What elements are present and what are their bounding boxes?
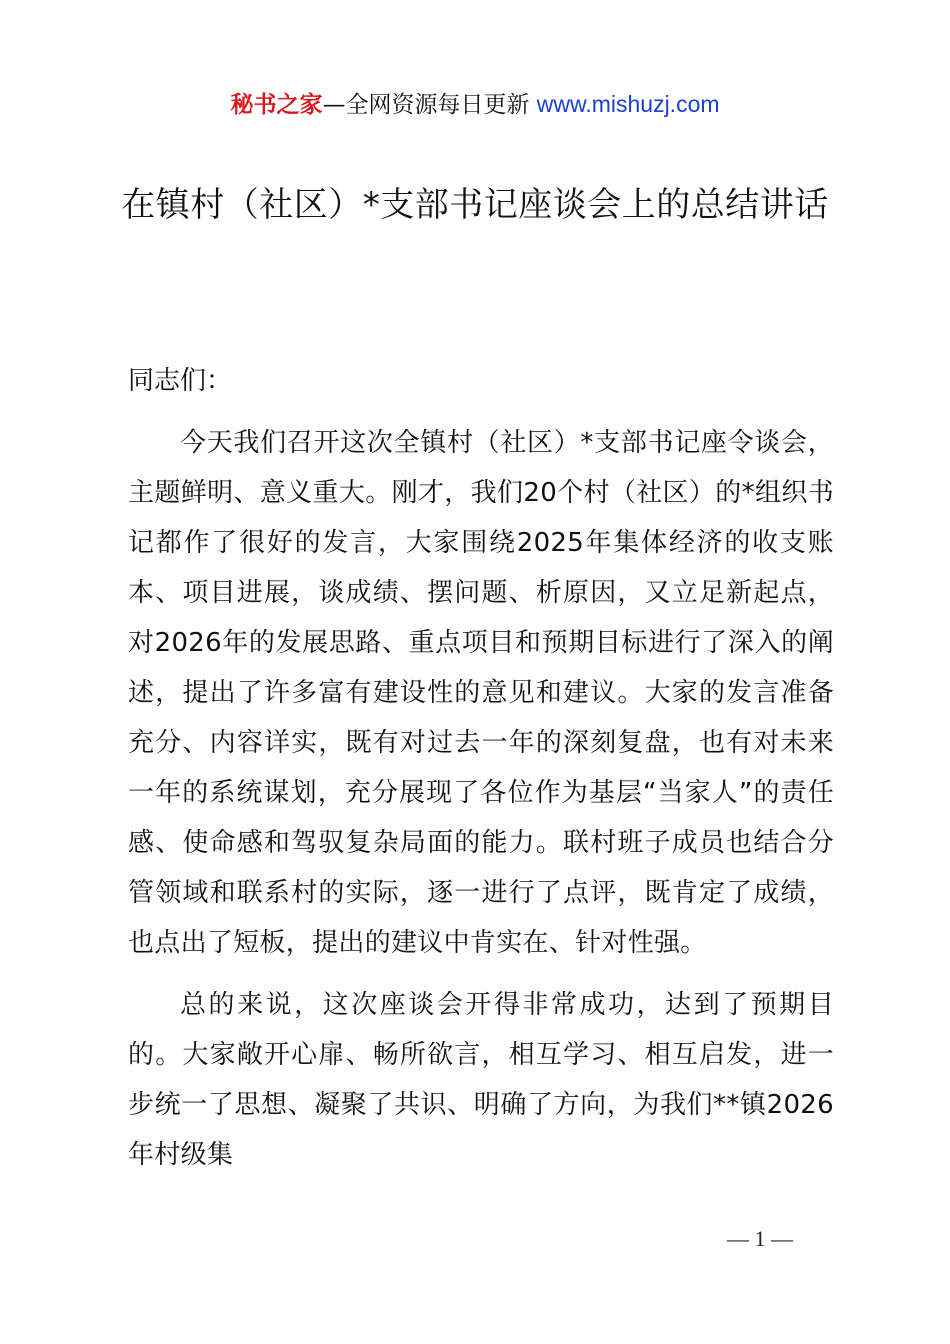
site-header	[0, 88, 950, 121]
header-tagline: —全网资源每日更新	[322, 92, 537, 118]
body-paragraph: 总的来说，这次座谈会开得非常成功，达到了预期目的。大家敞开心扉、畅所欲言，相互学习、相互启发，进一步统一了思想、凝聚了共识、明确了方向，为我们**镇2026年村级集	[128, 990, 834, 1170]
page-number: — 1 —	[727, 1226, 793, 1251]
salutation: 同志们：	[128, 366, 233, 396]
body-paragraph: 今天我们召开这次全镇村（社区）*支部书记座令谈会，主题鲜明、意义重大。刚才，我们20个村（社区）的*组织书记都作了很好的发言，大家围绕2025年集体经济的收支账本、项目进展，谈成绩、摆问题、析原因，又立足新起点，对2026年的发展思路、重点项目和预期目标进行了深入的阐述，提出了许多富有建设性的意见和建议。大家的发言准备充分、内容详实，既有对过去一年的深刻复盘，也有对未来一年的系统谋划，充分展现了各位作为基层“当家人”的责任感、使命感和驾驭复杂局面的能力。联村班子成员也结合分管领域和联系村的实际，逐一进行了点评，既肯定了成绩，也点出了短板，提出的建议中肯实在、针对性强。	[128, 428, 834, 958]
document-title: 在镇村（社区）*支部书记座谈会上的总结讲话	[121, 185, 829, 225]
website-link[interactable]: www.mishuzj.com	[536, 91, 720, 117]
document-body	[128, 418, 834, 1192]
brand-name: 秘书之家	[230, 92, 323, 118]
